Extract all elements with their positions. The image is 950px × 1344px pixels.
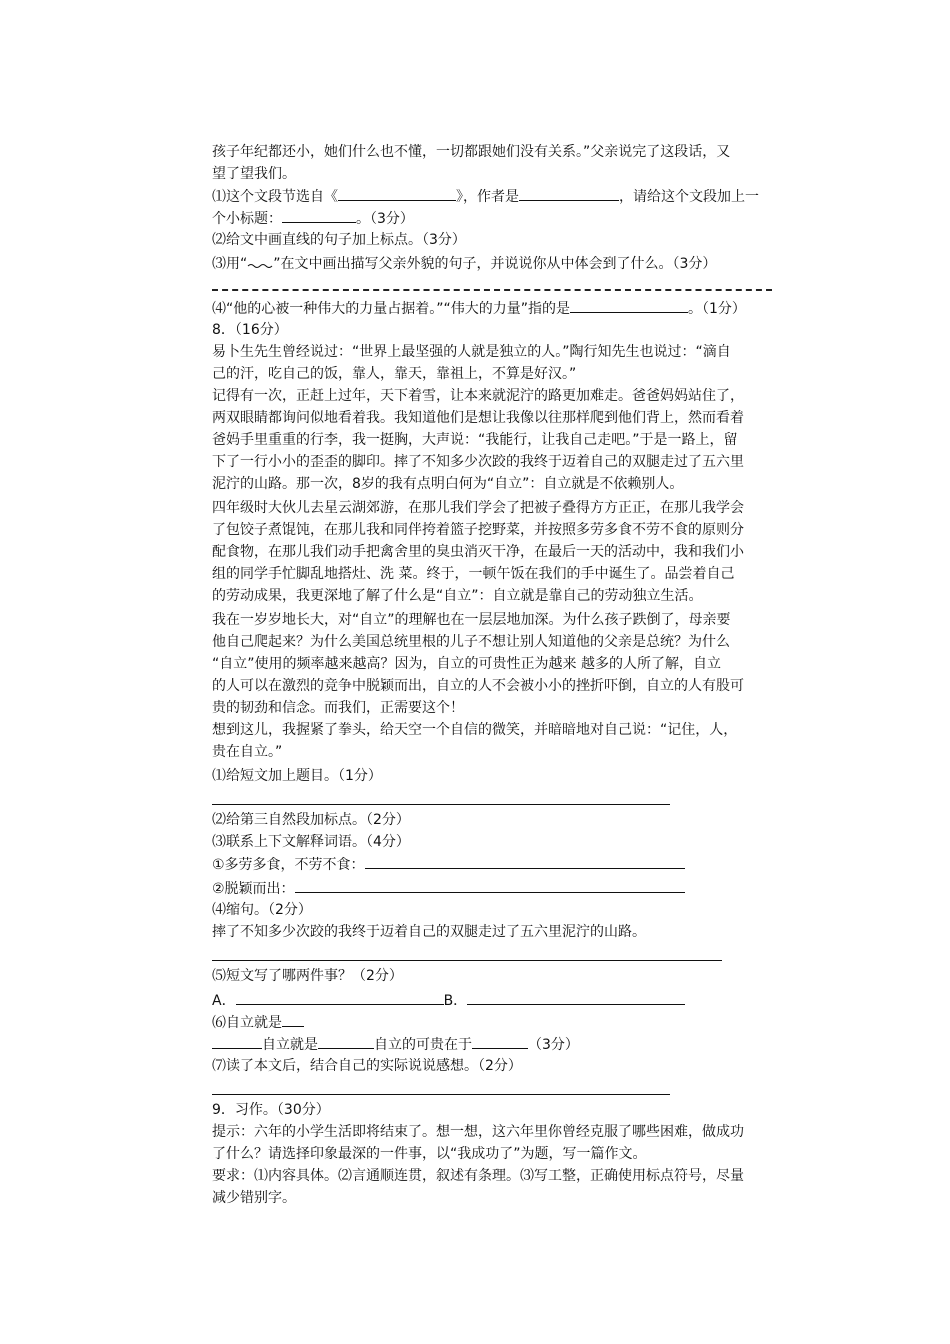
answer-blank-word-1[interactable] xyxy=(365,854,685,869)
answer-blank-subtitle[interactable] xyxy=(282,208,356,223)
passage-line: 四年级时大伙儿去星云湖郊游，在那儿我们学会了把被子叠得方方正正，在那儿我学会 xyxy=(212,500,744,516)
question-8-1: ⑴给短文加上题目。（1分） xyxy=(212,768,382,784)
question-8-6: ⑹自立就是 xyxy=(212,1012,304,1032)
passage-line: 配食物，在那儿我们动手把禽舍里的臭虫消灭干净，在最后一天的活动中，我和我们小 xyxy=(212,544,744,560)
sentence-to-shorten: 摔了不知多少次跤的我终于迈着自己的双腿走过了五六里泥泞的山路。 xyxy=(212,924,646,940)
passage-line: 贵的韧劲和信念。而我们，正需要这个！ xyxy=(212,700,464,716)
question-9-heading: 9．习作。（30分） xyxy=(212,1102,330,1118)
passage-line: 的人可以在激烈的竞争中脱颖而出，自立的人不会被小小的挫折吓倒，自立的人有股可 xyxy=(212,678,744,694)
question-8-6-cont: 自立就是 自立的可贵在于 （3分） xyxy=(212,1034,579,1054)
question-7-3: ⑶用“ ”在文中画出描写父亲外貌的句子，并说说你从中体会到了什么。（3分） xyxy=(212,256,717,272)
question-7-2: ⑵给文中画直线的句子加上标点。（3分） xyxy=(212,232,466,248)
passage-line: 他自己爬起来？为什么美国总统里根的儿子不想让别人知道他的父亲是总统？为什么 xyxy=(212,634,730,650)
answer-blank-source[interactable] xyxy=(338,186,456,201)
answer-blank-6a[interactable] xyxy=(282,1012,304,1027)
passage-line: 爸妈手里重重的行李，我一挺胸，大声说：“我能行，让我自己走吧。”于是一路上，留 xyxy=(212,432,738,448)
passage-line: 贵在自立。” xyxy=(212,744,283,760)
question-7-1: ⑴这个文段节选自《 》，作者是 ，请给这个文段加上一 xyxy=(212,186,759,206)
question-8-7: ⑺读了本文后，结合自己的实际说说感想。（2分） xyxy=(212,1058,522,1074)
passage-line: 下了一行小小的歪歪的脚印。摔了不知多少次跤的我终于迈着自己的双腿走过了五六里 xyxy=(212,454,744,470)
passage-line: 望了望我们。 xyxy=(212,166,296,182)
answer-line-shorten[interactable] xyxy=(212,960,722,961)
passage-line: 两双眼睛都询问似地看着我。我知道他们是想让我像以往那样爬到他们背上，然而看着 xyxy=(212,410,744,426)
question-7-1-cont: 个小标题： 。（3分） xyxy=(212,208,414,228)
question-8-3: ⑶联系上下文解释词语。（4分） xyxy=(212,834,410,850)
question-8-heading: 8．（16分） xyxy=(212,322,288,338)
answer-blank-6b[interactable] xyxy=(212,1034,262,1049)
passage-line: 泥泞的山路。那一次，8岁的我有点明白何为“自立”：自立就是不依赖别人。 xyxy=(212,476,684,492)
passage-line: 孩子年纪都还小，她们什么也不懂，一切都跟她们没有关系。”父亲说完了这段话，又 xyxy=(212,144,731,160)
question-7-4: ⑷“他的心被一种伟大的力量占据着。”“伟大的力量”指的是 。（1分） xyxy=(212,298,746,318)
answer-line-title[interactable] xyxy=(212,804,670,805)
answer-blank-word-2[interactable] xyxy=(295,878,685,893)
passage-line: 易卜生先生曾经说过：“世界上最坚强的人就是独立的人。”陶行知先生也说过：“滴自 xyxy=(212,344,731,360)
answer-blank-event-b[interactable] xyxy=(467,990,685,1005)
essay-prompt: 了什么？请选择印象最深的一件事，以“我成功了”为题，写一篇作文。 xyxy=(212,1146,647,1162)
answer-blank-power[interactable] xyxy=(570,298,688,313)
question-8-3a: ①多劳多食，不劳不食： xyxy=(212,854,685,874)
essay-requirements: 要求：⑴内容具体。⑵言通顺连贯，叙述有条理。⑶写工整，正确使用标点符号，尽量 xyxy=(212,1168,744,1184)
answer-line-feelings[interactable] xyxy=(212,1094,670,1095)
passage-line: 组的同学手忙脚乱地搭灶、洗 菜。终于，一顿午饭在我们的手中诞生了。品尝着自己 xyxy=(212,566,735,582)
wavy-underline-icon xyxy=(247,254,273,268)
answer-blank-event-a[interactable] xyxy=(236,990,444,1005)
question-8-5-answers: A． B． xyxy=(212,990,685,1010)
passage-line: 想到这儿，我握紧了拳头，给天空一个自信的微笑，并暗暗地对自己说：“记住，人， xyxy=(212,722,738,738)
essay-requirements: 减少错别字。 xyxy=(212,1190,296,1206)
answer-blank-author[interactable] xyxy=(519,186,619,201)
passage-line: 的劳动成果，我更深地了解了什么是“自立”：自立就是靠自己的劳动独立生活。 xyxy=(212,588,703,604)
passage-line: 了包饺子煮馄饨，在那儿我和同伴挎着篮子挖野菜，并按照多劳多食不劳不食的原则分 xyxy=(212,522,744,538)
question-8-5: ⑸短文写了哪两件事？（2分） xyxy=(212,968,403,984)
question-8-3b: ②脱颖而出： xyxy=(212,878,685,898)
passage-line: 记得有一次，正赶上过年，天下着雪，让本来就泥泞的路更加难走。爸爸妈妈站住了， xyxy=(212,388,744,404)
passage-line: 己的汗，吃自己的饭，靠人，靠天，靠祖上，不算是好汉。” xyxy=(212,366,577,382)
question-8-4: ⑷缩句。（2分） xyxy=(212,902,312,918)
answer-blank-6c[interactable] xyxy=(318,1034,374,1049)
question-8-2: ⑵给第三自然段加标点。（2分） xyxy=(212,812,410,828)
passage-line: “自立”使用的频率越来越高？因为，自立的可贵性正为越来 越多的人所了解，自立 xyxy=(212,656,721,672)
answer-blank-6d[interactable] xyxy=(472,1034,528,1049)
passage-line: 我在一岁岁地长大，对“自立”的理解也在一层层地加深。为什么孩子跌倒了，母亲要 xyxy=(212,612,731,628)
answer-line-dashed[interactable] xyxy=(212,289,772,291)
essay-prompt: 提示：六年的小学生活即将结束了。想一想，这六年里你曾经克服了哪些困难，做成功 xyxy=(212,1124,744,1140)
